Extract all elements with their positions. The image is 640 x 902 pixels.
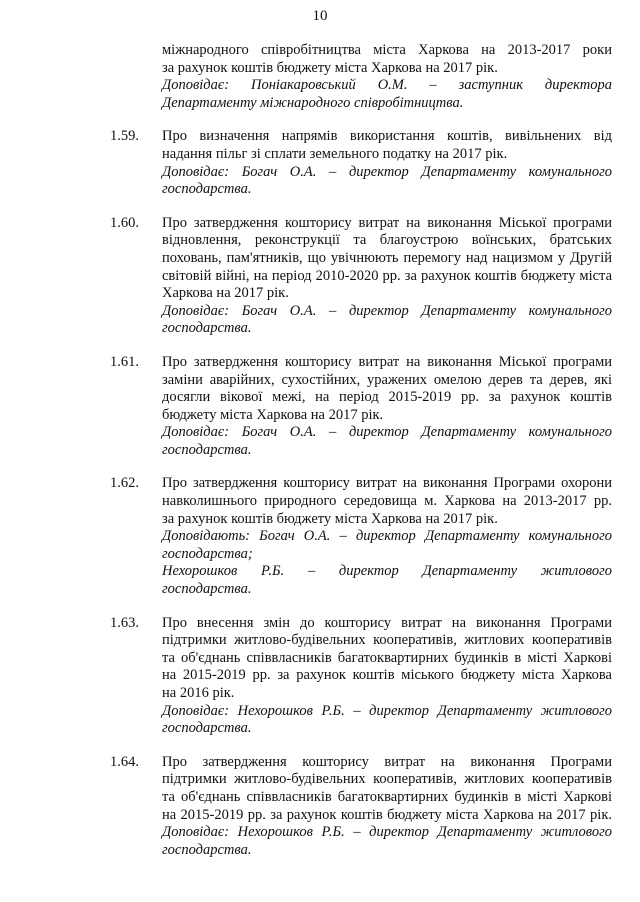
item-text-line: на 2015-2019 рр. за рахунок коштів міського бюджету міста Харкова: [162, 667, 612, 684]
item-number: 1.61.: [110, 353, 139, 370]
item-text-line: Про затвердження кошторису витрат на виконання Міської програми: [162, 214, 612, 231]
item-text-line: Про внесення змін до кошторису витрат на виконання Програми: [162, 614, 612, 631]
item-body: [162, 615, 612, 738]
item-text-line: підтримки житлово-будівельних кооперативів, житлових кооперативів: [162, 632, 612, 649]
item-text-line: заміни аварійних, сухостійних, уражених омелою дерев та дерев, які: [162, 371, 612, 388]
speaker-line: Департаменту міжнародного співробітництва.: [162, 94, 464, 111]
item-text-line: світовій війні, на період 2010-2020 рр. за рахунок коштів бюджету міста: [162, 267, 612, 284]
agenda-item-1-63: [0, 615, 640, 738]
item-text-line: навколишнього природного середовища м. Харкова на 2013-2017 рр.: [162, 493, 612, 510]
speaker-line: Нехорошков Р.Б. – директор Департаменту житлового: [162, 563, 612, 580]
item-text-line: та об'єднань співвласників багатоквартирних будинків в місті Харкові: [162, 649, 612, 666]
agenda-item-1-64: [0, 754, 640, 860]
speaker-line: господарства.: [162, 441, 252, 458]
item-text-line: Про затвердження кошторису витрат на виконання Програми охорони: [162, 475, 612, 492]
speaker-line: господарства.: [162, 181, 252, 198]
item-text-line: міжнародного співробітництва міста Харкова на 2013-2017 роки: [162, 42, 612, 58]
item-body: [162, 354, 612, 460]
item-text-line: підтримки житлово-будівельних кооперативів, житлових кооперативів: [162, 771, 612, 788]
item-text-line: поховань, пам'ятників, що увічнюють перемогу над нацизмом у Другій: [162, 249, 612, 266]
speaker-line: господарства;: [162, 545, 253, 562]
agenda-item-1-59: [0, 128, 640, 198]
item-number: 1.63.: [110, 614, 139, 631]
item-number: 1.64.: [110, 753, 139, 770]
speaker-line: Доповідає: Нехорошков Р.Б. – директор Департаменту житлового: [162, 702, 612, 719]
item-body: [162, 42, 612, 112]
speaker-line: Доповідає: Нехорошков Р.Б. – директор Департаменту житлового: [162, 824, 612, 841]
speaker-line: господарства.: [162, 581, 252, 598]
item-body: [162, 215, 612, 338]
speaker-line: господарства.: [162, 841, 252, 858]
agenda-content: [0, 42, 640, 875]
agenda-item-continuation: [0, 42, 640, 112]
item-text-line: Про затвердження кошторису витрат на виконання Міської програми: [162, 353, 612, 370]
item-body: [162, 128, 612, 198]
speaker-line: господарства.: [162, 720, 252, 737]
item-number: 1.59.: [110, 128, 139, 145]
item-text-line: на 2015-2019 рр. за рахунок коштів бюджету міста Харкова на 2017 рік.: [162, 806, 612, 823]
item-text-line: Харкова на 2017 рік.: [162, 285, 289, 302]
item-text-line: та об'єднань співвласників багатоквартирних будинків в місті Харкові: [162, 788, 612, 805]
speaker-line: Доповідає: Поніакаровський О.М. – заступник директора: [162, 77, 612, 94]
agenda-item-1-62: [0, 475, 640, 598]
item-text-line: Про затвердження кошторису витрат на виконання Програми: [162, 753, 612, 770]
item-body: [162, 754, 612, 860]
item-text-line: за рахунок коштів бюджету міста Харкова на 2017 рік.: [162, 59, 498, 76]
page-number: 10: [312, 8, 328, 24]
item-text-line: досягли вікової межі, на період 2015-2019 рр. за рахунок коштів: [162, 389, 612, 406]
speaker-line: господарства.: [162, 320, 252, 337]
item-text-line: відновлення, реконструкції та благоустрою воїнських, братських: [162, 232, 612, 249]
agenda-item-1-61: [0, 354, 640, 460]
item-number: 1.60.: [110, 214, 139, 231]
speaker-line: Доповідають: Богач О.А. – директор Департаменту комунального: [162, 528, 612, 545]
item-text-line: Про визначення напрямів використання коштів, вивільнених від: [162, 128, 612, 145]
item-text-line: бюджету міста Харкова на 2017 рік.: [162, 406, 384, 423]
item-text-line: на 2016 рік.: [162, 685, 235, 701]
item-number: 1.62.: [110, 475, 139, 492]
agenda-item-1-60: [0, 215, 640, 338]
speaker-line: Доповідає: Богач О.А. – директор Департаменту комунального: [162, 302, 612, 319]
speaker-line: Доповідає: Богач О.А. – директор Департаменту комунального: [162, 163, 612, 180]
speaker-line: Доповідає: Богач О.А. – директор Департаменту комунального: [162, 424, 612, 441]
item-body: [162, 475, 612, 598]
item-text-line: надання пільг зі сплати земельного податку на 2017 рік.: [162, 145, 508, 162]
item-text-line: за рахунок коштів бюджету міста Харкова на 2017 рік.: [162, 510, 498, 527]
